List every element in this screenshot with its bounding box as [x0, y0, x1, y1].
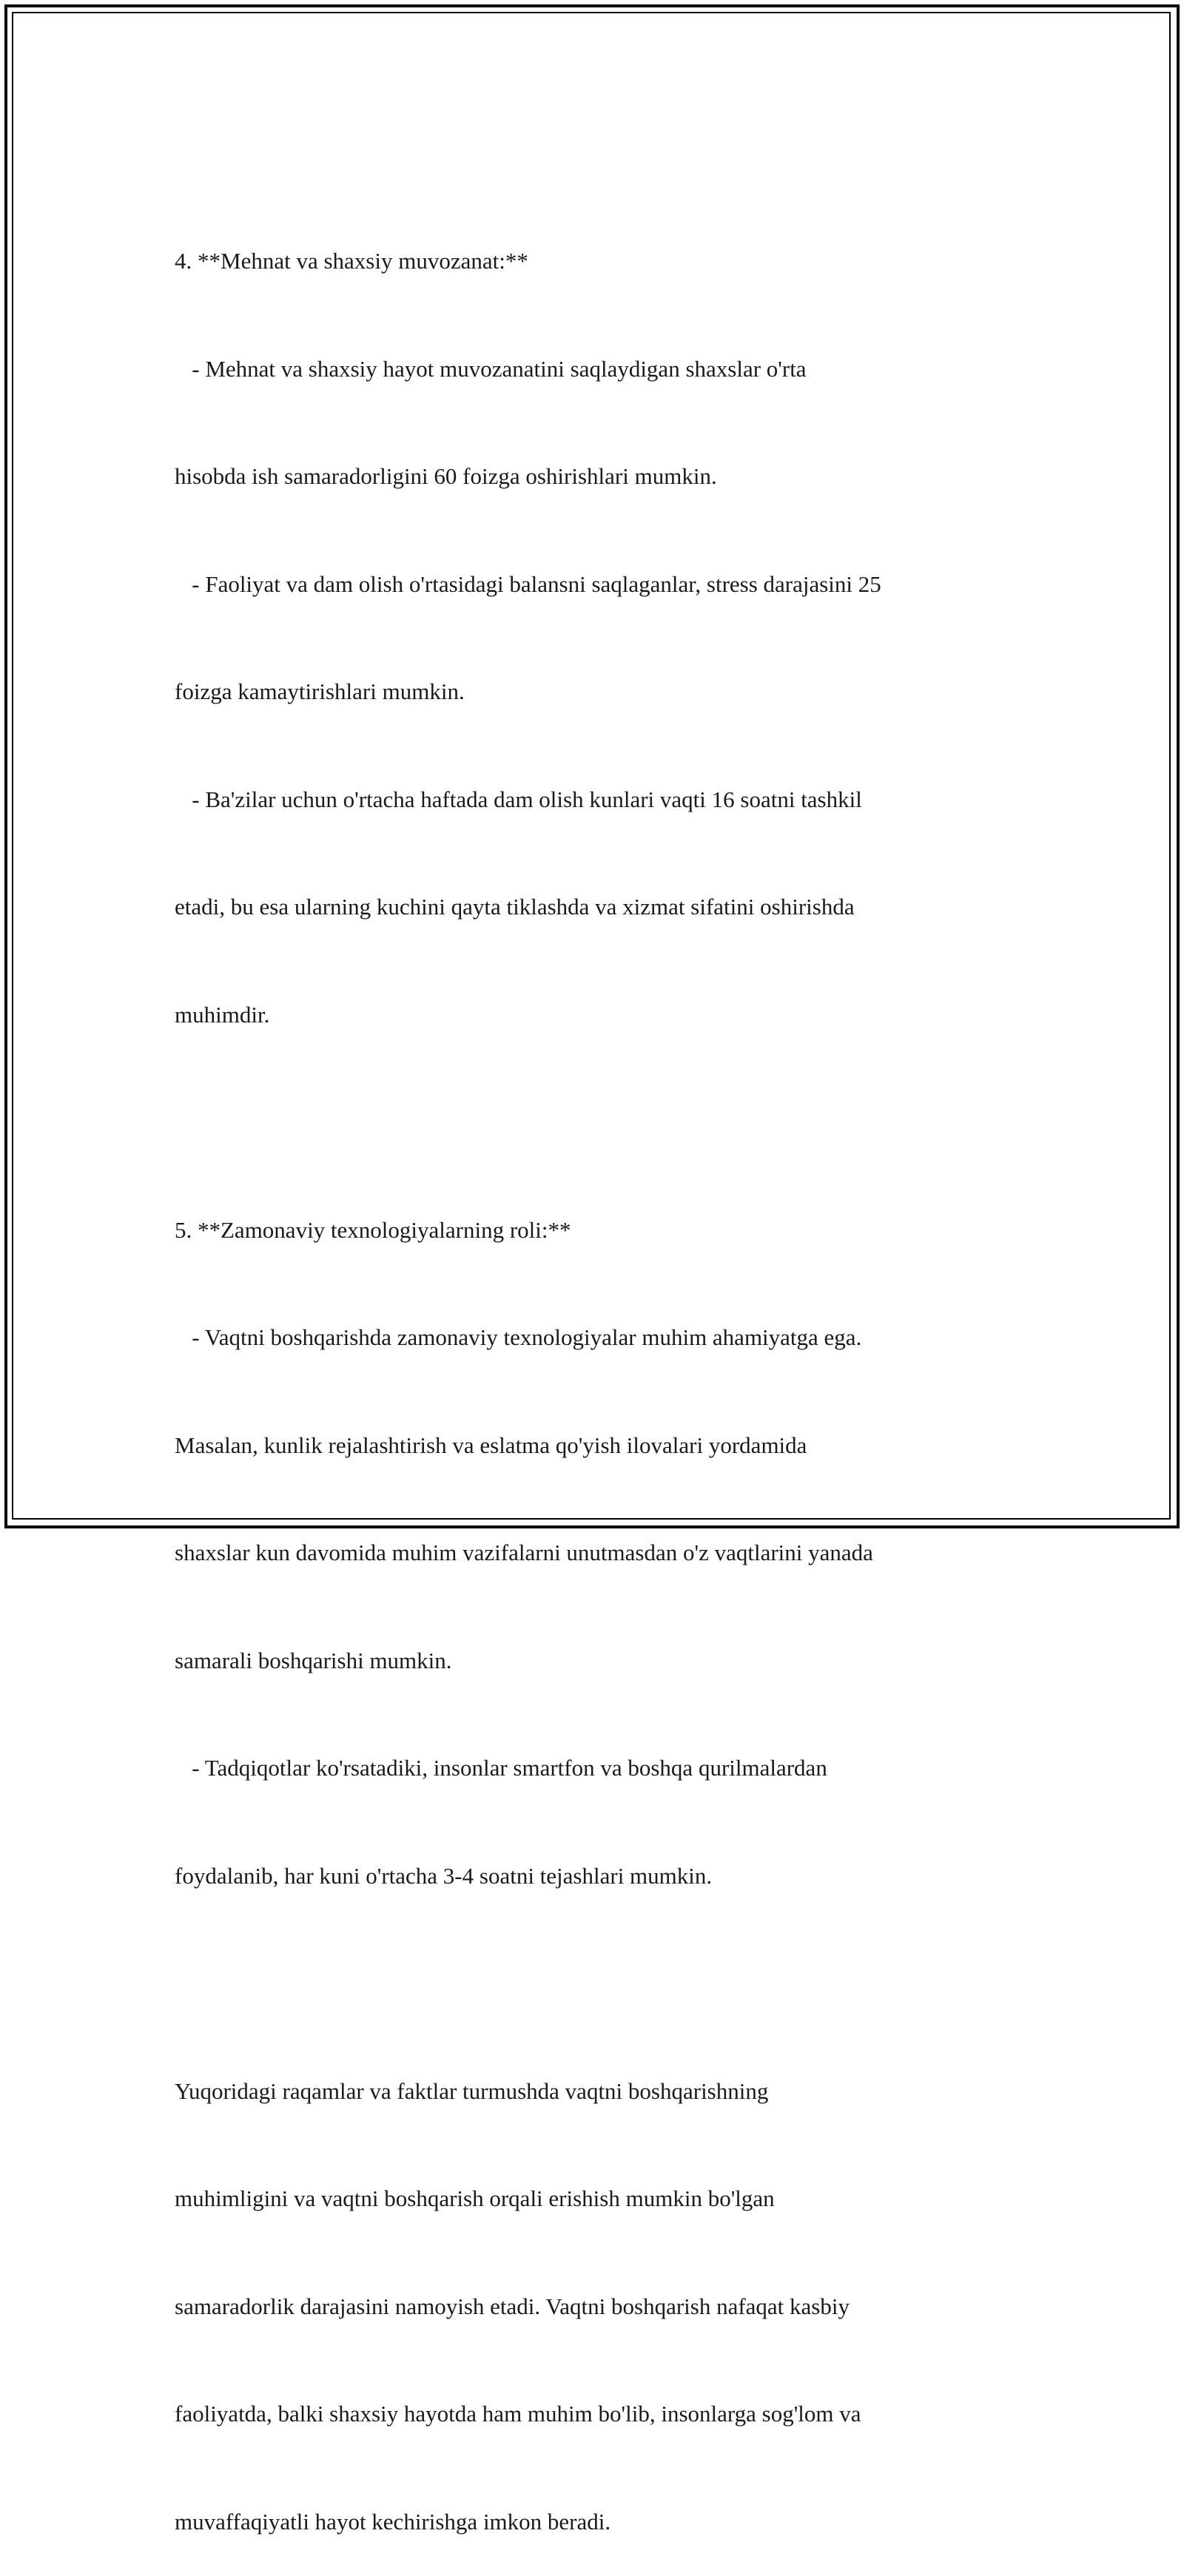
text-line: Masalan, kunlik rejalashtirish va eslatma qo'yish ilovalari yordamida	[175, 1432, 807, 1458]
text-line: shaxslar kun davomida muhim vazifalarni unutmasdan o'z vaqtlarini yanada	[175, 1540, 873, 1565]
text-line: - Vaqtni boshqarishda zamonaviy texnologiyalar muhim ahamiyatga ega.	[175, 1324, 862, 1350]
document-body	[175, 172, 1033, 2576]
text-line: hisobda ish samaradorligini 60 foizga oshirishlari mumkin.	[175, 463, 717, 489]
section-4-heading: 4. **Mehnat va shaxsiy muvozanat:**	[175, 248, 528, 274]
text-line: samarali boshqarishi mumkin.	[175, 1647, 452, 1673]
conclusion-line: Yuqoridagi raqamlar va faktlar turmushda vaqtni boshqarishning	[175, 2077, 769, 2104]
text-line: - Mehnat va shaxsiy hayot muvozanatini saqlaydigan shaxslar o'rta	[175, 355, 807, 382]
conclusion-line: faoliyatda, balki shaxsiy hayotda ham muhim bo'lib, insonlarga sog'lom va	[175, 2401, 861, 2427]
text-line: foizga kamaytirishlari mumkin.	[175, 678, 465, 704]
conclusion-line: muhimligini va vaqtni boshqarish orqali erishish mumkin bo'lgan	[175, 2185, 775, 2211]
blank-line	[175, 1966, 1033, 2002]
section-5-heading: 5. **Zamonaviy texnologiyalarning roli:**	[175, 1216, 571, 1243]
text-line: - Faoliyat va dam olish o'rtasidagi balansni saqlaganlar, stress darajasini 25	[175, 570, 881, 597]
text-line: muhimdir.	[175, 1001, 270, 1028]
text-line: - Tadqiqotlar ko'rsatadiki, insonlar smartfon va boshqa qurilmalardan	[175, 1755, 827, 1781]
text-line: etadi, bu esa ularning kuchini qayta tiklashda va xizmat sifatini oshirishda	[175, 894, 855, 920]
conclusion-line: muvaffaqiyatli hayot kechirishga imkon beradi.	[175, 2508, 611, 2535]
conclusion-line: samaradorlik darajasini namoyish etadi. Vaqtni boshqarish nafaqat kasbiy	[175, 2293, 850, 2319]
text-line: - Ba'zilar uchun o'rtacha haftada dam olish kunlari vaqti 16 soatni tashkil	[175, 786, 862, 812]
text-line: foydalanib, har kuni o'rtacha 3-4 soatni tejashlari mumkin.	[175, 1862, 713, 1889]
blank-line	[175, 1105, 1033, 1141]
